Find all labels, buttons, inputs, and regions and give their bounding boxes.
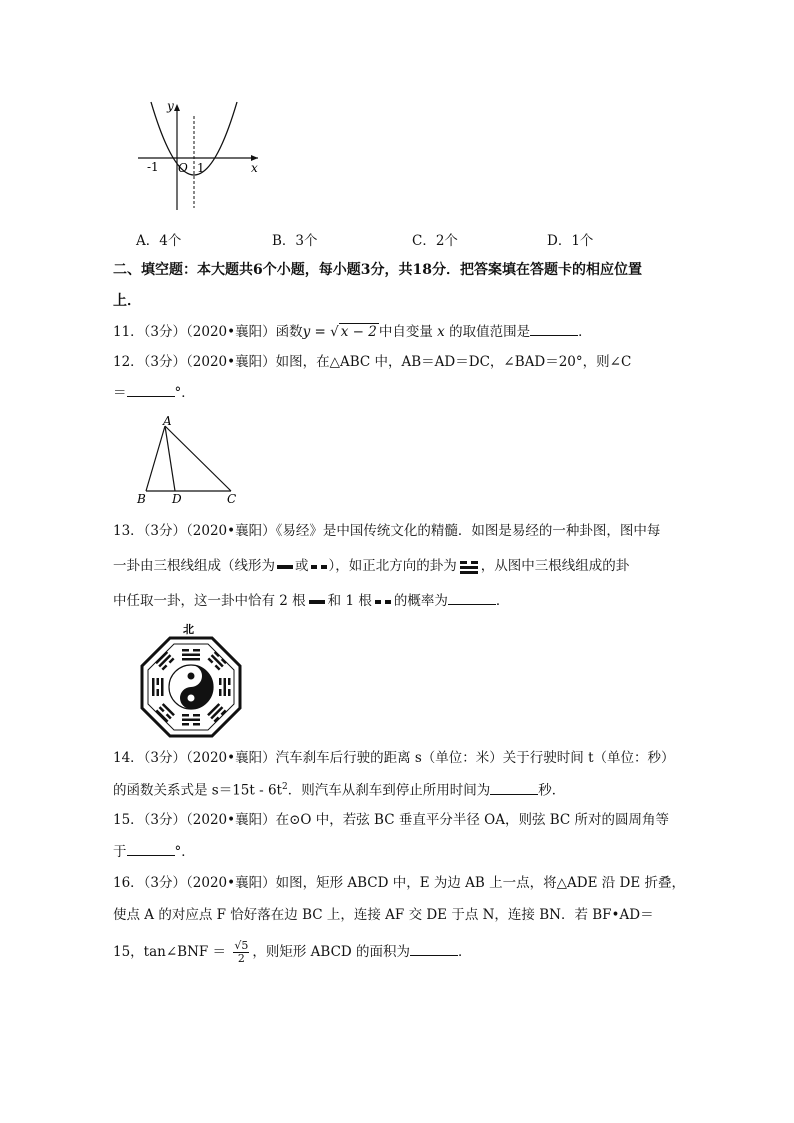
answer-blank-14 — [490, 782, 538, 795]
north-trigram-icon — [460, 560, 478, 574]
choice-c: C．2个 — [412, 233, 458, 249]
solid-line-icon — [277, 563, 293, 571]
choice-b: B．3个 — [272, 233, 318, 249]
question-13-line3: 中任取一卦，这一卦中恰有 2 根 和 1 根 的概率为 ． — [113, 593, 510, 609]
question-15-line2: 于 °． — [113, 844, 195, 860]
question-16-line3: 15，tan∠BNF ＝ $\frac{√5}{2}$ ，则矩形 ABCD 的面积为 ． — [113, 939, 472, 965]
question-13-line1: 13．（3分）（2020•襄阳）《易经》是中国传统文化的精髓．如图是易经的一种卦图，图中每 — [113, 523, 661, 539]
radicand: x − 2 — [340, 324, 377, 340]
vertex-d-label: D — [172, 492, 182, 506]
section-heading-line2: 上． — [113, 293, 141, 309]
neg-one-label: -1 — [147, 160, 159, 174]
vertex-c-label: C — [227, 492, 237, 506]
question-15-line1: 15．（3分）（2020•襄阳）在⊙O 中，若弦 BC 垂直平分半径 OA，则弦 BC 所对的圆周角等 — [113, 812, 670, 828]
broken-line-icon — [375, 598, 391, 606]
parabola-graph — [130, 98, 270, 213]
north-label: 北 — [183, 623, 194, 636]
answer-blank-11 — [530, 323, 578, 336]
answer-blank-15 — [127, 843, 175, 856]
choice-d: D．1个 — [547, 233, 594, 249]
x-axis-label: x — [251, 161, 258, 175]
origin-label: O — [178, 161, 188, 175]
solid-line-icon — [309, 598, 325, 606]
section-heading-line1: 二、填空题：本大题共6个小题，每小题3分，共18分．把答案填在答题卡的相应位置 — [113, 262, 642, 278]
question-16-line2: 使点 A 的对应点 F 恰好落在边 BC 上，连接 AF 交 DE 于点 N，连接 BN．若 BF•AD＝ — [113, 907, 654, 923]
question-12-line1: 12．（3分）（2020•襄阳）如图，在△ABC 中，AB＝AD＝DC，∠BAD＝20°，则∠C — [113, 354, 632, 370]
triangle-abc-figure — [134, 414, 244, 506]
y-axis-label: y — [167, 99, 174, 113]
question-14-line1: 14．（3分）（2020•襄阳）汽车刹车后行驶的距离 s（单位：米）关于行驶时间 t（单位：秒） — [113, 750, 675, 766]
bagua-diagram — [138, 621, 244, 739]
question-16-line1: 16．（3分）（2020•襄阳）如图，矩形 ABCD 中，E 为边 AB 上一点，将△ADE 沿 DE 折叠， — [113, 875, 686, 891]
answer-blank-13 — [448, 592, 496, 605]
question-14-line2: 的函数关系式是 $s=15t - 6t^2$．则汽车从刹车到停止所用时间为 秒． — [113, 782, 566, 799]
broken-line-icon — [311, 563, 327, 571]
question-13-line2: 一卦由三根线组成（线形为 或 ），如正北方向的卦为 ，从图中三根线组成的卦 — [113, 558, 630, 574]
fraction-sqrt5-over-2: $\frac{√5}{2}$ — [234, 939, 249, 965]
answer-blank-16 — [410, 943, 458, 956]
question-11: 11．（3分）（2020•襄阳）函数y = √ x − 2 中自变量 x 的取值范围是 ． — [113, 324, 592, 340]
one-label: 1 — [197, 161, 205, 175]
vertex-a-label: A — [163, 414, 172, 428]
choice-a: A．4个 — [136, 233, 182, 249]
answer-blank-12 — [127, 384, 175, 397]
question-12-line2: ＝ °． — [113, 385, 195, 401]
vertex-b-label: B — [137, 492, 146, 506]
